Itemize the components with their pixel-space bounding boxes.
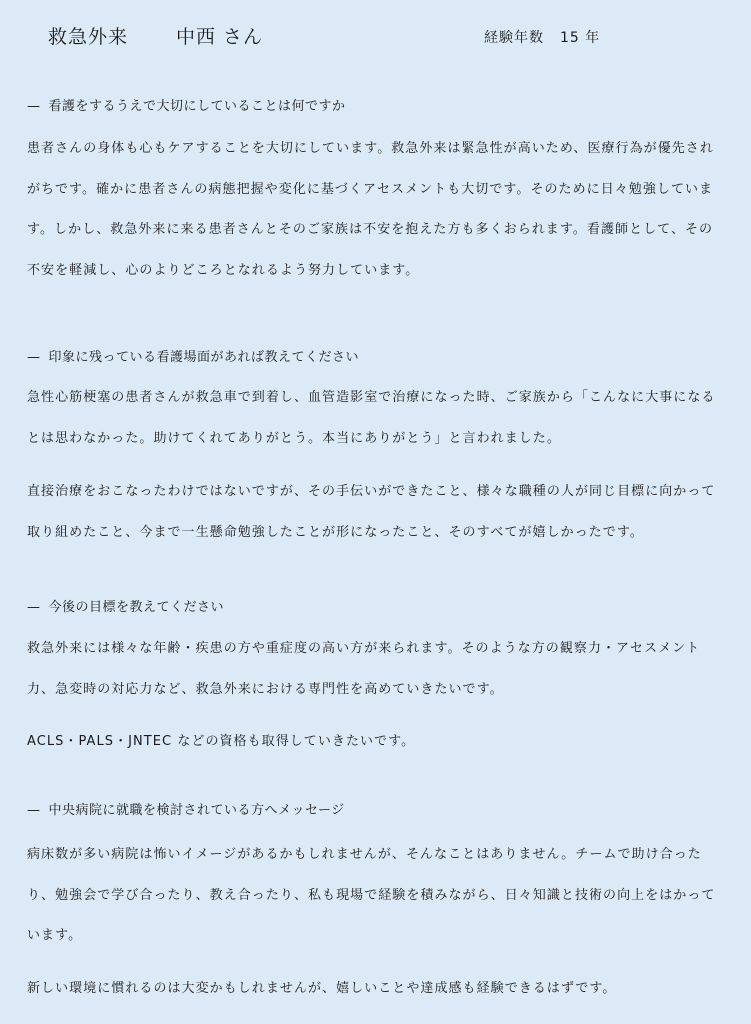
section-answer-paragraph: ACLS・PALS・JNTEC などの資格も取得していきたいです。 [27, 734, 416, 749]
section-answer-paragraph: 患者さんの身体も心もケアすることを大切にしています。救急外来は緊急性が高いため、医療行為が優先されがちです。確かに患者さんの病態把握や変化に基づくアセスメントも大切です。そのために日々勉強しています。しかし、救急外来に来る患者さんとそのご家族は不安を抱えた方も多くおられます。看護師として、その不安を軽減し、心のよりどころとなれるよう努力しています。 [27, 141, 714, 278]
section-question: — 看護をするうえで大切にしていることは何ですか [27, 99, 346, 114]
section-answer-paragraph: 急性心筋梗塞の患者さんが救急車で到着し、血管造影室で治療になった時、ご家族から「こんなに大事になるとは思わなかった。助けてくれてありがとう。本当にありがとう」と言われました。 [27, 390, 716, 446]
department-title: 救急外来 [48, 26, 129, 48]
section-question: — 中央病院に就職を検討されている方へメッセージ [27, 803, 345, 818]
experience-value: 15 年 [560, 30, 601, 46]
experience-label: 経験年数 [484, 30, 544, 46]
staff-name: 中西 さん [176, 26, 264, 48]
section-question: — 印象に残っている看護場面があれば教えてください [27, 350, 360, 365]
section-question: — 今後の目標を教えてください [27, 600, 225, 615]
experience-info [484, 27, 600, 47]
section-answer-paragraph: 病床数が多い病院は怖いイメージがあるかもしれませんが、そんなことはありません。チームで助け合ったり、勉強会で学び合ったり、教え合ったり、私も現場で経験を積みながら、日々知識と技術の向上をはかっています。 [27, 847, 716, 943]
section-answer-paragraph: 新しい環境に慣れるのは大変かもしれませんが、嬉しいことや達成感も経験できるはずです。 [27, 981, 617, 996]
profile-header [0, 22, 751, 52]
section-answer-paragraph: 直接治療をおこなったわけではないですが、その手伝いができたこと、様々な職種の人が同じ目標に向かって取り組めたこと、今まで一生懸命勉強したことが形になったこと、そのすべてが嬉しかったです。 [27, 484, 716, 540]
section-answer-paragraph: 救急外来には様々な年齢・疾患の方や重症度の高い方が来られます。そのような方の観察力・アセスメント力、急変時の対応力など、救急外来における専門性を高めていきたいです。 [27, 641, 701, 697]
